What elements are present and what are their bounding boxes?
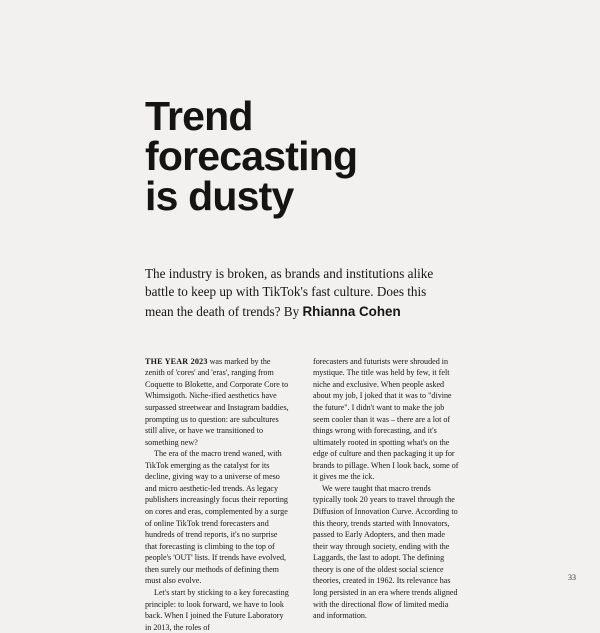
- standfirst: [145, 265, 445, 322]
- byline-author: Rhianna Cohen: [302, 303, 401, 319]
- paragraph: Let's start by sticking to a key forecasting principle: to look forward, we have to look back. When I joined the Future Laboratory in 2013, the roles of: [145, 587, 289, 632]
- headline-line-2: is dusty: [145, 173, 294, 220]
- paragraph: The era of the macro trend waned, with TikTok emerging as the catalyst for its decline, giving way to a universe of meso and micro aesthetic-led trends. As legacy publishers increasingly focus their reporting on cores and eras, complemented by a surge of online TikTok trend forecasters and hundreds of trend reports, it's no surprise that forecasting is climbing to the top of people's 'OUT' lists. If trends have evolved, then surely our methods of defining them must also evolve.: [145, 449, 288, 586]
- body-column-right: [313, 356, 459, 633]
- page-title: [145, 93, 475, 220]
- page-number: 33: [568, 573, 576, 582]
- body-columns: [145, 356, 460, 633]
- paragraph-lead-in: THE YEAR 2023: [145, 356, 208, 366]
- standfirst-text: The industry is broken, as brands and institutions alike battle to keep up with TikTok's fast culture. Does this mean the death of trends? By: [145, 265, 434, 319]
- headline-line-1: Trend forecasting: [145, 93, 358, 180]
- body-column-left: [145, 356, 291, 633]
- paragraph: We were taught that macro trends typically took 20 years to travel through the Diffusion of Innovation Curve. According to this theory, trends started with Innovators, passed to Early Adopters, and then made their way through society, ending with the Laggards, the last to adopt. The defining theory is one of the oldest social science theories, created in 1962. Its relevance has long persisted in an era where trends aligned with the directional flow of limited media and information.: [313, 483, 458, 621]
- paragraph-text: was marked by the zenith of 'cores' and 'eras', ranging from Coquette to Blokette, and Corporate Core to Whimsigoth. Niche-ified aesthetics have surpassed streetwear and Instagram baddies, prompting us to question: are subcultures still alive, or have we transitioned to something new?: [145, 356, 289, 447]
- paragraph: [145, 356, 291, 449]
- paragraph: forecasters and futurists were shrouded in mystique. The title was held by few, it felt niche and exclusive. When people asked about my job, I joked that it was to "divine the future". I didn't want to make the job seem cooler than it was – there are a lot of things wrong with forecasting, and it's ultimately rooted in spotting what's on the edge of culture and then packaging it up for brands to pillage. When I look back, some of it gives me the ick.: [313, 356, 459, 482]
